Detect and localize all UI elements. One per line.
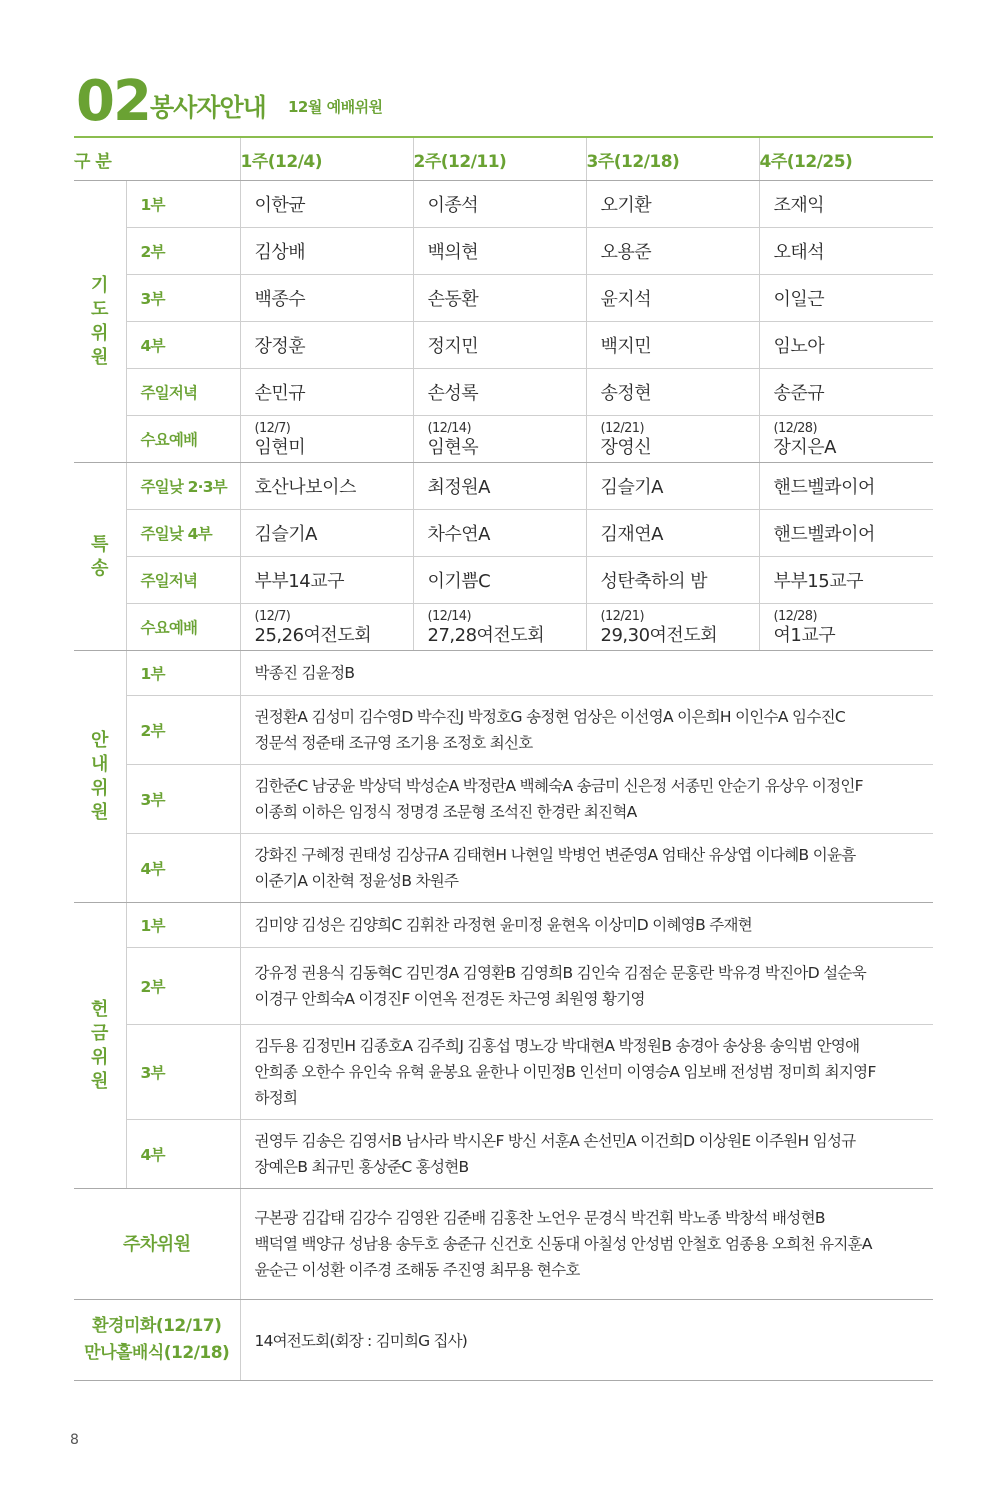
name-cell (240, 604, 413, 651)
table-header-row (74, 138, 933, 181)
date-label: (12/21) (600, 608, 644, 624)
date-label: (12/7) (254, 608, 291, 624)
row-label: 4부 (126, 834, 240, 903)
name-cell: 핸드벨콰이어 (759, 510, 933, 557)
page-header (76, 70, 933, 134)
name-text: 29,30여전도회 (600, 624, 718, 646)
date-label: (12/14) (427, 420, 471, 436)
name-cell: 송정현 (586, 369, 759, 416)
name-cell (240, 416, 413, 463)
date-label: (12/7) (254, 420, 291, 436)
header-week-4: 4주(12/25) (759, 138, 933, 181)
name-cell: 손민규 (240, 369, 413, 416)
table-row (74, 510, 933, 557)
category-offering: 헌 금 위 원 (74, 903, 126, 1189)
header-week-3: 3주(12/18) (586, 138, 759, 181)
section-subtitle: 12월 예배위원 (288, 98, 383, 116)
date-label: (12/21) (600, 420, 644, 436)
list-cell: 박종진 김윤정B (240, 651, 933, 696)
name-cell: 조재익 (759, 181, 933, 228)
list-cell: 김미양 김성은 김양희C 김휘찬 라정현 윤미정 윤현옥 이상미D 이혜영B 주재현 (240, 903, 933, 948)
table-row (74, 765, 933, 834)
name-cell: 손동환 (413, 275, 586, 322)
table-row (74, 948, 933, 1025)
name-cell: 장정훈 (240, 322, 413, 369)
table-row (74, 369, 933, 416)
row-label: 4부 (126, 322, 240, 369)
name-cell: 성탄축하의 밤 (586, 557, 759, 604)
name-cell: 백의현 (413, 228, 586, 275)
row-label: 2부 (126, 696, 240, 765)
table-row (74, 604, 933, 651)
name-cell (586, 416, 759, 463)
row-label: 주일낮 4부 (126, 510, 240, 557)
table-row (74, 416, 933, 463)
name-cell: 이종석 (413, 181, 586, 228)
name-cell: 정지민 (413, 322, 586, 369)
name-cell (413, 416, 586, 463)
name-cell: 차수연A (413, 510, 586, 557)
name-cell: 김재연A (586, 510, 759, 557)
name-text: 27,28여전도회 (427, 624, 545, 646)
name-cell: 이한균 (240, 181, 413, 228)
name-cell: 호산나보이스 (240, 463, 413, 510)
category-environment: 환경미화(12/17) 만나홀배식(12/18) (74, 1300, 240, 1381)
category-parking: 주차위원 (74, 1189, 240, 1300)
date-label: (12/28) (773, 420, 817, 436)
name-cell: 핸드벨콰이어 (759, 463, 933, 510)
row-label: 3부 (126, 275, 240, 322)
row-label: 주일낮 2·3부 (126, 463, 240, 510)
date-label: (12/14) (427, 608, 471, 624)
name-cell (413, 604, 586, 651)
name-text: 25,26여전도회 (254, 624, 372, 646)
table-row (74, 696, 933, 765)
table-row (74, 1300, 933, 1381)
table-row (74, 322, 933, 369)
name-cell: 임노아 (759, 322, 933, 369)
name-cell (759, 416, 933, 463)
table-row (74, 228, 933, 275)
list-cell: 강유정 권용식 김동혁C 김민경A 김영환B 김영희B 김인숙 김점순 문홍란 박유경 박진아D 설순욱 이경구 안희숙A 이경진F 이연옥 전경돈 차근영 최원영 황기영 (240, 948, 933, 1025)
environment-text: 14여전도회(회장 : 김미희G 집사) (240, 1300, 933, 1381)
list-cell: 강화진 구혜정 권태성 김상규A 김태현H 나현일 박병언 변준영A 엄태산 유상엽 이다혜B 이윤흠 이준기A 이찬혁 정윤성B 차원주 (240, 834, 933, 903)
category-special-song: 특 송 (74, 463, 126, 651)
row-label: 3부 (126, 765, 240, 834)
list-cell: 권영두 김송은 김영서B 남사라 박시온F 방신 서훈A 손선민A 이건희D 이상원E 이주원H 임성규 장예은B 최규민 홍상준C 홍성현B (240, 1120, 933, 1189)
list-cell: 권정환A 김성미 김수영D 박수진J 박정호G 송정현 엄상은 이선영A 이은희H 이인수A 임수진C 정문석 정준태 조규영 조기용 조정호 최신호 (240, 696, 933, 765)
name-cell: 김슬기A (586, 463, 759, 510)
name-text: 여1교구 (773, 624, 836, 646)
name-cell (759, 604, 933, 651)
row-label: 3부 (126, 1025, 240, 1120)
header-gubun: 구 분 (74, 138, 240, 181)
name-cell: 부부14교구 (240, 557, 413, 604)
table-row (74, 834, 933, 903)
category-prayer: 기 도 위 원 (74, 181, 126, 463)
name-cell: 손성록 (413, 369, 586, 416)
name-cell: 오기환 (586, 181, 759, 228)
list-cell: 구본광 김갑태 김강수 김영완 김준배 김홍찬 노언우 문경식 박건휘 박노종 박창석 배성현B 백덕열 백양규 성남용 송두호 송준규 신건호 신동대 아칠성 안성범 안철호 엄종용 오희천 유지훈A 윤순근 이성환 이주경 조해동 주진영 최무용 현수호 (240, 1189, 933, 1300)
name-cell: 오태석 (759, 228, 933, 275)
name-cell: 김슬기A (240, 510, 413, 557)
name-cell: 김상배 (240, 228, 413, 275)
table-row (74, 1189, 933, 1300)
name-text: 장영신 (600, 436, 652, 458)
row-label: 2부 (126, 948, 240, 1025)
row-label: 4부 (126, 1120, 240, 1189)
table-row (74, 1120, 933, 1189)
section-title: 봉사자안내 (150, 93, 266, 122)
category-usher: 안 내 위 원 (74, 651, 126, 903)
date-label: (12/28) (773, 608, 817, 624)
row-label: 1부 (126, 651, 240, 696)
name-cell: 최정원A (413, 463, 586, 510)
section-number: 02 (76, 69, 150, 134)
name-cell: 백지민 (586, 322, 759, 369)
table-row (74, 1025, 933, 1120)
name-cell: 오용준 (586, 228, 759, 275)
table-row (74, 463, 933, 510)
row-label: 주일저녁 (126, 557, 240, 604)
row-label: 주일저녁 (126, 369, 240, 416)
name-cell: 백종수 (240, 275, 413, 322)
name-cell: 송준규 (759, 369, 933, 416)
header-week-2: 2주(12/11) (413, 138, 586, 181)
volunteer-schedule-table (74, 138, 933, 1381)
table-row (74, 903, 933, 948)
row-label: 수요예배 (126, 604, 240, 651)
name-text: 임현미 (254, 436, 306, 458)
name-cell (586, 604, 759, 651)
page-number: 8 (70, 1432, 79, 1448)
table-row (74, 181, 933, 228)
table-row (74, 275, 933, 322)
header-week-1: 1주(12/4) (240, 138, 413, 181)
row-label: 수요예배 (126, 416, 240, 463)
row-label: 1부 (126, 181, 240, 228)
table-row (74, 557, 933, 604)
name-cell: 윤지석 (586, 275, 759, 322)
name-text: 장지은A (773, 436, 836, 458)
row-label: 2부 (126, 228, 240, 275)
table-row (74, 651, 933, 696)
list-cell: 김두용 김정민H 김종호A 김주희J 김홍섭 명노강 박대현A 박정원B 송경아 송상용 송익범 안영애 안희종 오한수 유인숙 유혁 윤봉요 윤한나 이민정B 인선미 이영승A 임보배 전성범 정미희 최지영F 하정희 (240, 1025, 933, 1120)
name-cell: 부부15교구 (759, 557, 933, 604)
list-cell: 김한준C 남궁윤 박상덕 박성순A 박정란A 백혜숙A 송금미 신은정 서종민 안순기 유상우 이정인F 이종희 이하은 임정식 정명경 조문형 조석진 한경란 최진혁A (240, 765, 933, 834)
row-label: 1부 (126, 903, 240, 948)
name-cell: 이일근 (759, 275, 933, 322)
name-cell: 이기쁨C (413, 557, 586, 604)
name-text: 임현옥 (427, 436, 479, 458)
